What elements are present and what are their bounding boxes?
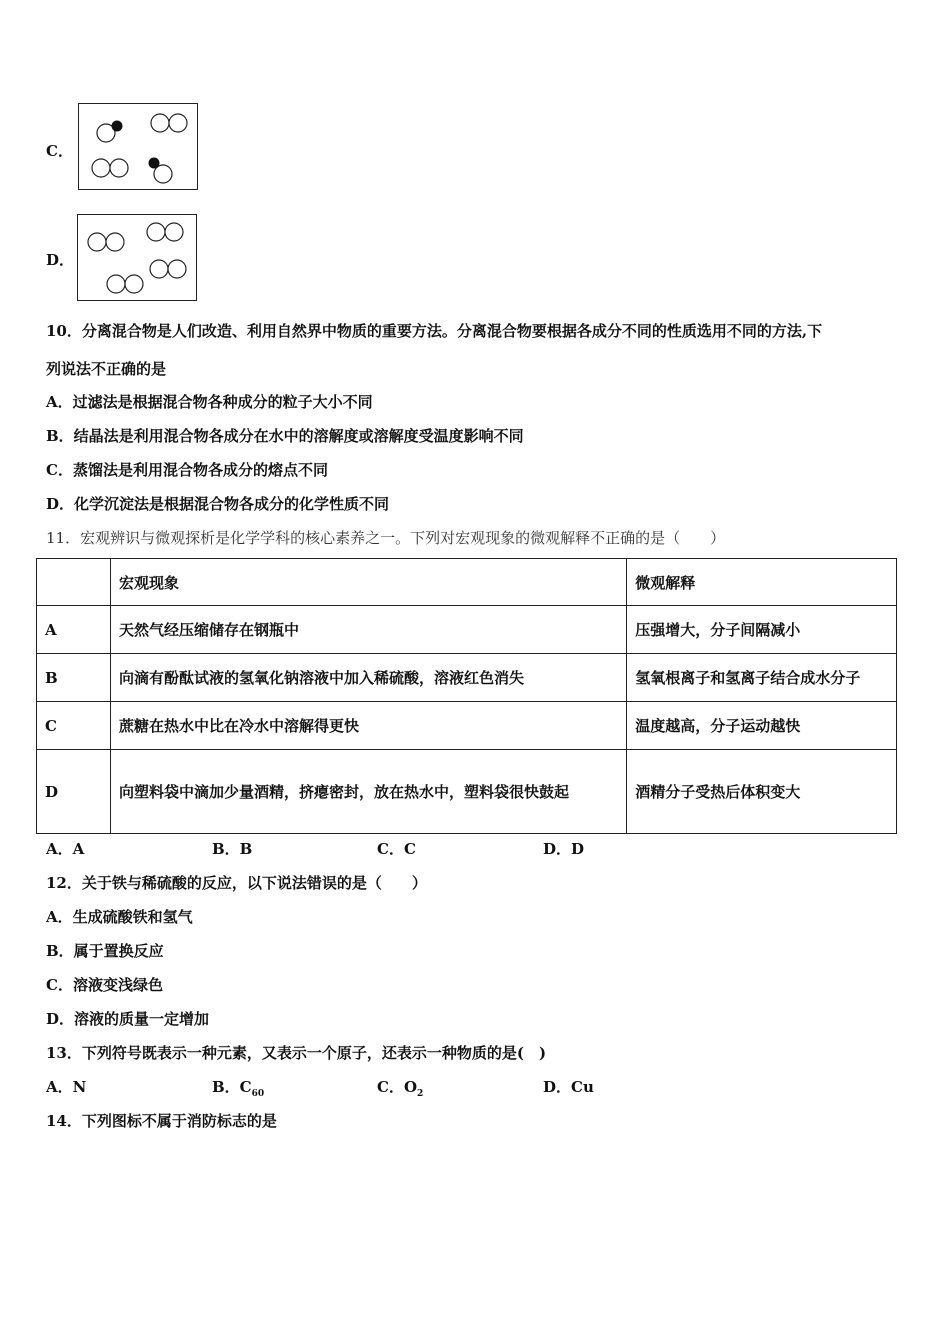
q13-choice-d-text: D．Cu <box>543 1078 594 1096</box>
particle-diagram-c <box>79 104 197 189</box>
q11-row-a-label: A <box>37 606 111 654</box>
q13-choice-c-subscript: 2 <box>417 1089 424 1099</box>
q11-choice-d: D．D <box>543 840 585 858</box>
q11-row-c-micro: 温度越高，分子运动越快 <box>627 702 897 750</box>
q13-choice-b-text: B．C <box>212 1078 252 1096</box>
q13-choice-c-text: C．O <box>377 1078 418 1096</box>
q11-header-empty <box>37 559 111 606</box>
table-row <box>37 702 897 750</box>
q10-option-c: C．蒸馏法是利用混合物各成分的熔点不同 <box>46 461 328 479</box>
q11-table-header-row <box>37 559 897 606</box>
q12-stem: 12．关于铁与稀硫酸的反应，以下说法错误的是（ ） <box>46 874 427 892</box>
q11-row-d-macro: 向塑料袋中滴加少量酒精，挤瘪密封，放在热水中，塑料袋很快鼓起 <box>110 750 626 834</box>
q9-option-d-label: D． <box>46 251 75 269</box>
q11-choice-a: A．A <box>46 840 85 858</box>
q12-option-b: B．属于置换反应 <box>46 942 164 960</box>
q11-table <box>36 558 897 834</box>
q12-option-d: D．溶液的质量一定增加 <box>46 1010 210 1028</box>
q9-option-c-diagram <box>78 103 198 190</box>
q12-option-a: A．生成硫酸铁和氢气 <box>46 908 193 926</box>
q11-row-a-macro: 天然气经压缩储存在钢瓶中 <box>110 606 626 654</box>
q11-header-micro: 微观解释 <box>627 559 897 606</box>
q13-choice-b-subscript: 60 <box>251 1089 265 1099</box>
table-row <box>37 654 897 702</box>
q9-option-d-diagram <box>77 214 197 301</box>
q13-choice-c <box>377 1076 423 1099</box>
particle-diagram-d <box>78 215 196 300</box>
q11-choice-c: C．C <box>377 840 416 858</box>
q13-stem: 13．下列符号既表示一种元素，又表示一个原子，还表示一种物质的是( ) <box>46 1044 547 1062</box>
q10-option-a: A．过滤法是根据混合物各种成分的粒子大小不同 <box>46 393 373 411</box>
q11-row-d-label: D <box>37 750 111 834</box>
table-row <box>37 750 897 834</box>
q11-row-c-label: C <box>37 702 111 750</box>
q11-row-b-macro: 向滴有酚酞试液的氢氧化钠溶液中加入稀硫酸，溶液红色消失 <box>110 654 626 702</box>
q10-option-b: B．结晶法是利用混合物各成分在水中的溶解度或溶解度受温度影响不同 <box>46 427 524 445</box>
q10-stem-line2: 列说法不正确的是 <box>46 360 167 378</box>
q11-choice-b: B．B <box>212 840 253 858</box>
q10-option-d: D．化学沉淀法是根据混合物各成分的化学性质不同 <box>46 495 390 513</box>
q13-choice-a <box>46 1076 86 1097</box>
q13-choice-d <box>543 1076 594 1097</box>
q11-stem: 11．宏观辨识与微观探析是化学学科的核心素养之一。下列对宏观现象的微观解释不正确的是（ ） <box>46 529 726 547</box>
q13-choice-a-text: A．N <box>46 1078 87 1096</box>
q13-choice-b <box>212 1076 264 1099</box>
q9-option-c-label: C． <box>46 142 73 160</box>
q11-row-b-micro: 氢氧根离子和氢离子结合成水分子 <box>627 654 897 702</box>
q10-stem-line1: 10．分离混合物是人们改造、利用自然界中物质的重要方法。分离混合物要根据各成分不同的性质选用不同的方法,下 <box>46 322 823 340</box>
q11-row-c-macro: 蔗糖在热水中比在冷水中溶解得更快 <box>110 702 626 750</box>
q14-stem: 14．下列图标不属于消防标志的是 <box>46 1112 277 1130</box>
q11-header-macro: 宏观现象 <box>110 559 626 606</box>
q11-row-b-label: B <box>37 654 111 702</box>
table-row <box>37 606 897 654</box>
q11-row-d-micro: 酒精分子受热后体积变大 <box>627 750 897 834</box>
q12-option-c: C．溶液变浅绿色 <box>46 976 163 994</box>
q11-row-a-micro: 压强增大，分子间隔减小 <box>627 606 897 654</box>
